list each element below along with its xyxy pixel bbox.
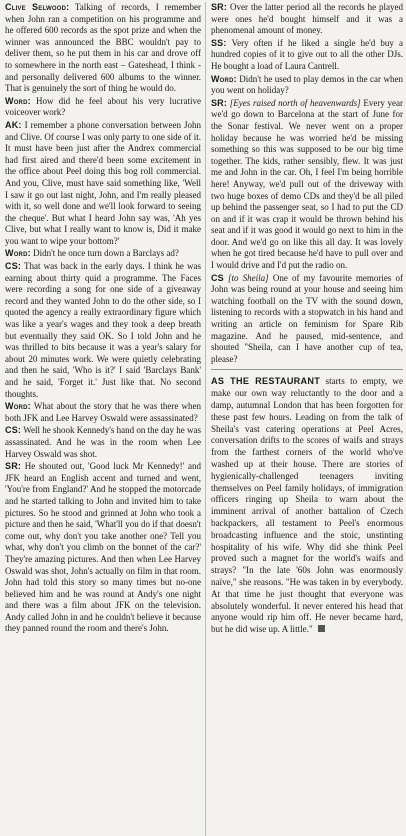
speaker-label: Word: xyxy=(5,95,31,106)
speech-text: Every year we'd go down to Barcelona at the start of June for the Sonar festival. We never went on a proper holiday because he was worried he'd be missing something so this was supposed to be our big time together. The kids, rather sensibly, flew. It was just me and John in the car. Oh, I feel I'm being horrible here! Anyway, we'd pull out of the driveway with two huge boxes of demo CDs and they'd be all piled up behind the passenger seat, so I had to put the CD on and if it was crap it would be thrown behind his seat and if it was good it would go next to him in the door. And we'd go on like this all day. It was lovely when he got tired because he'd have to pull over and I would drive and I'd put the radio on. xyxy=(210,97,404,271)
speech-text: What about the story that he was there when both JFK and Lee Harvey Oswald were assassinated? xyxy=(5,401,201,423)
speaker-label: Word: xyxy=(5,248,31,259)
section-heading: AS THE RESTAURANT xyxy=(210,376,321,387)
speech-text: Talking of records, I remember when John ran a competition on his programme and he offered 600 records as the spot prize and when the winner was announced the BBC wouldn't pay to deliver them, so he put them in his car and drove off to somewhere in the north east – Gateshead, I think - and personally delivered 600 albums to the winner. That is genuinely the sort of thing he would do. xyxy=(5,2,201,94)
speech-text: I remember a phone conversation between John and Clive. Of course I was only party to one side of it. It must have been just after the Andrex commercial had first aired and there'd been some excitement in the office about Peel doing this bog roll commercial. And you, Clive, must have said something like, 'Well I saw it go out last night, John, and I'm really pleased with it, so well done and we'll look forward to seeing the cheque'. But what I heard John say was, 'Ah yes Clive, but what I really want to know is, Did it make you want to wipe your bottom?' xyxy=(5,119,201,246)
speaker-label: CS: xyxy=(5,425,22,436)
stage-aside: [to Sheila] xyxy=(228,272,269,283)
right-column xyxy=(211,2,403,836)
interview-paragraph xyxy=(211,2,403,37)
interview-paragraph xyxy=(211,273,403,366)
speech-text: Over the latter period all the records he played were ones he'd bought himself and it was a phenomenal amount of money. xyxy=(210,2,404,36)
interview-paragraph xyxy=(211,74,403,97)
interview-paragraph xyxy=(5,261,201,400)
interview-paragraph xyxy=(5,401,201,424)
speaker-label: SR: xyxy=(210,97,228,108)
speech-text: Didn't he once turn down a Barclays ad? xyxy=(33,248,179,259)
interview-paragraph xyxy=(211,38,403,73)
stage-aside: [Eyes raised north of heavenwards] xyxy=(229,97,361,108)
speech-text: Well he shook Kennedy's hand on the day he was assassinated. And he was in the room when Lee Harvey Oswald was shot. xyxy=(5,425,201,459)
speech-text: Very often if he liked a single he'd buy a hundred copies of it to give out to all the other DJs. He bought a load of Laura Cantrell. xyxy=(210,37,404,71)
left-column xyxy=(5,2,206,836)
section-body: starts to empty, we make our own way reluctantly to the door and a damp, autumnal London that has been forgotten for these past few hours. Leading on from the talk of Sheila's vast catering operations at Peel Acres, conversation drifts to the scores of waifs and strays from the farthest corners of the world who've washed up at their house. There are stories of hygienically-challenged teenagers inviting themselves on Peel family holidays, of immigration officers ringing up Sheila to warn about the imminent arrival of another battalion of Czech backpackers, all testament to Peel's enormous broadcasting influence and the stoic, unstinting hospitality of his wife. Why did she think Peel proved such a magnet for the world's waifs and strays? "In the late '60s John was enormously naïve," she reasons. "He was taken in by everybody. At that time he just thought that everyone was absolutely wonderful. It never entered his head that anyone would rip him off. He never became hard, but he did wise up. A little." xyxy=(210,376,403,635)
speaker-label: Word: xyxy=(210,73,237,84)
section-divider xyxy=(211,369,403,372)
speaker-label: Word: xyxy=(5,401,31,412)
interview-paragraph xyxy=(5,248,201,260)
speaker-label: Clive Selwood: xyxy=(5,2,70,12)
closing-section xyxy=(211,376,403,636)
speech-text: One of my favourite memories of John was being round at your house and seeing him watching football on the TV with the sound down, listening to records with a stopwatch in his hand and writing an article on feminism for Spare Rib magazine. And he paused, mid-sentence, and shouted "Sheila, can I have another cup of tea, please? xyxy=(210,272,404,364)
interview-paragraph xyxy=(211,98,403,272)
speaker-label: CS: xyxy=(5,261,22,272)
interview-paragraph xyxy=(5,2,201,95)
interview-paragraph xyxy=(5,120,201,248)
speech-text: He shouted out, 'Good luck Mr Kennedy!' and JFK heard an English accent and turned and went, 'You're from England?' And he stopped the motorcade and he started talking to John and invited him to take pictures. So he stood and grinned at John who took a picture and then he said, 'What'll you do if that doesn't come out, why don't you take another one? Tell you what, why don't you climb on the bonnet of the car?' They're amazing pictures. And then when Lee Harvey Oswald was shot, John's actually on film in that room. John had told this story so many times but no-one believed him and he was round at Andy's one night and there was a film about JFK on the television. Andy called John in and he couldn't believe it because they panned round the room and there's John. xyxy=(5,461,201,634)
speech-text: How did he feel about his very lucrative voiceover work? xyxy=(5,95,201,118)
speaker-label: SR: xyxy=(210,2,228,12)
interview-paragraph xyxy=(5,425,201,460)
interview-continued xyxy=(211,2,403,365)
speaker-label: SR: xyxy=(5,461,22,472)
speech-text: That was back in the early days. I think he was earning about thirty quid a programme. The Faces were recording a song for one side of a giveaway record and they wanted John to do the other side, so I quoted the agency a really extraordinary figure which was like a year's wages and they took a deep breath but eventually they said OK. So I told John and he was thrilled to bits because it was a year's salary for about 20 minutes work. We were quietly celebrating and then he said, 'Who is it?' I said 'Barclays Bank' and he said, 'Forget it.' Just like that. No second thoughts. xyxy=(5,261,201,399)
interview-paragraph xyxy=(5,461,201,635)
speech-text: Didn't he used to play demos in the car when you went on holiday? xyxy=(210,73,403,96)
speaker-label: SS: xyxy=(210,37,227,48)
speaker-label: CS xyxy=(210,272,224,283)
end-mark-icon xyxy=(318,625,325,632)
interview-paragraph xyxy=(5,96,201,119)
speaker-label: AK: xyxy=(5,119,22,130)
